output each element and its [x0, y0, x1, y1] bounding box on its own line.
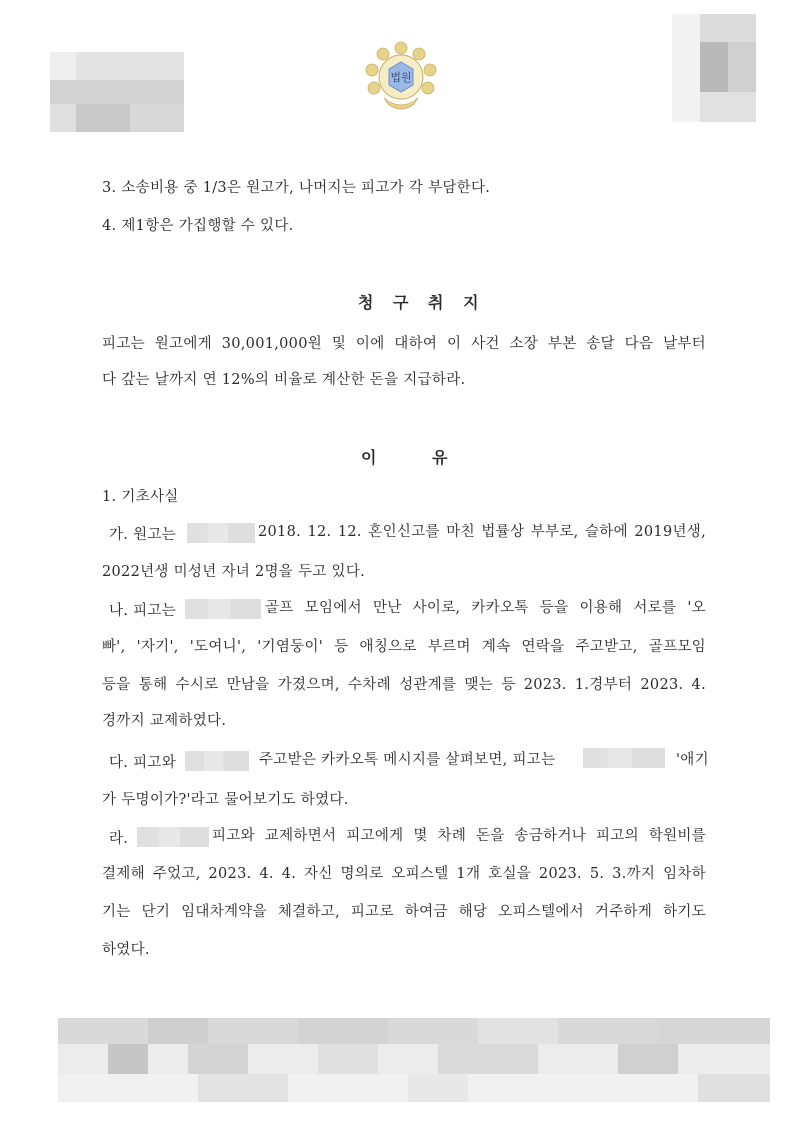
- reasons-heading-right: 유: [432, 448, 455, 467]
- para-na-line-1: [109, 599, 265, 620]
- seal-text: 법원: [390, 71, 412, 84]
- para-na-line-3: 등을 통해 수시로 만남을 가졌으며, 수차례 성관계를 맺는 등 2023. 1.경부터 2023. 4.: [102, 677, 706, 693]
- redacted-header-right: [672, 14, 756, 122]
- redacted-name: [185, 599, 261, 619]
- claim-heading: 청 구 취 지: [358, 293, 486, 312]
- para-ra-line-4: 하였다.: [102, 942, 150, 958]
- judgment-item-4: 4. 제1항은 가집행할 수 있다.: [102, 218, 294, 234]
- para-na-text-1: 골프 모임에서 만난 사이로, 카카오톡 등을 이용해 서로를 '오: [265, 600, 706, 616]
- claim-line-2: 다 갚는 날까지 연 12%의 비율로 계산한 돈을 지급하라.: [102, 372, 466, 388]
- para-ra-line-2: 결제해 주었고, 2023. 4. 4. 자신 명의로 오피스텔 1개 호실을 2023. 5. 3.까지 임차하: [102, 866, 706, 882]
- para-da-end: '애기: [676, 752, 709, 768]
- para-ra-line-3: 기는 단기 임대차계약을 체결하고, 피고로 하여금 해당 오피스텔에서 거주하게 하기도: [102, 904, 706, 920]
- para-ga-text-1: 2018. 12. 12. 혼인신고를 마친 법률상 부부로, 슬하에 2019년생,: [258, 524, 706, 540]
- redacted-name: [583, 748, 665, 768]
- para-ra-prefix: 라.: [109, 831, 129, 847]
- para-da-mid: 주고받은 카카오톡 메시지를 살펴보면, 피고는: [259, 752, 556, 768]
- redacted-header-left: [50, 52, 184, 132]
- claim-line-1: 피고는 원고에게 30,001,000원 및 이에 대하여 이 사건 소장 부본 송달 다음 날부터: [102, 336, 706, 352]
- para-na-prefix: 나. 피고는: [109, 603, 177, 619]
- redacted-name: [187, 523, 255, 543]
- judgment-item-3: 3. 소송비용 중 1/3은 원고가, 나머지는 피고가 각 부담한다.: [102, 180, 491, 196]
- redacted-name: [137, 827, 209, 847]
- para-ra-text-1: 피고와 교제하면서 피고에게 몇 차례 돈을 송금하거나 피고의 학원비를: [212, 828, 706, 844]
- redacted-name: [185, 751, 249, 771]
- para-da-prefix: 다. 피고와: [109, 755, 177, 771]
- para-ga-line-2: 2022년생 미성년 자녀 2명을 두고 있다.: [102, 564, 366, 580]
- redacted-footer: [58, 1018, 770, 1102]
- section-basic-facts: 1. 기초사실: [102, 489, 179, 505]
- para-ga-prefix: 가. 원고는: [109, 527, 177, 543]
- para-ga-line-1: [109, 523, 261, 544]
- para-da-line-1: [109, 751, 253, 772]
- para-na-line-4: 경까지 교제하였다.: [102, 713, 227, 729]
- court-seal-logo: [364, 40, 438, 114]
- para-ra-line-1: [109, 827, 213, 848]
- reasons-heading-left: 이: [361, 448, 384, 467]
- para-da-line-2: 가 두명이가?'라고 물어보기도 하였다.: [102, 792, 349, 808]
- para-na-line-2: 빠', '자기', '도여니', '기염둥이' 등 애칭으로 부르며 계속 연락을 주고받고, 골프모임: [102, 639, 706, 655]
